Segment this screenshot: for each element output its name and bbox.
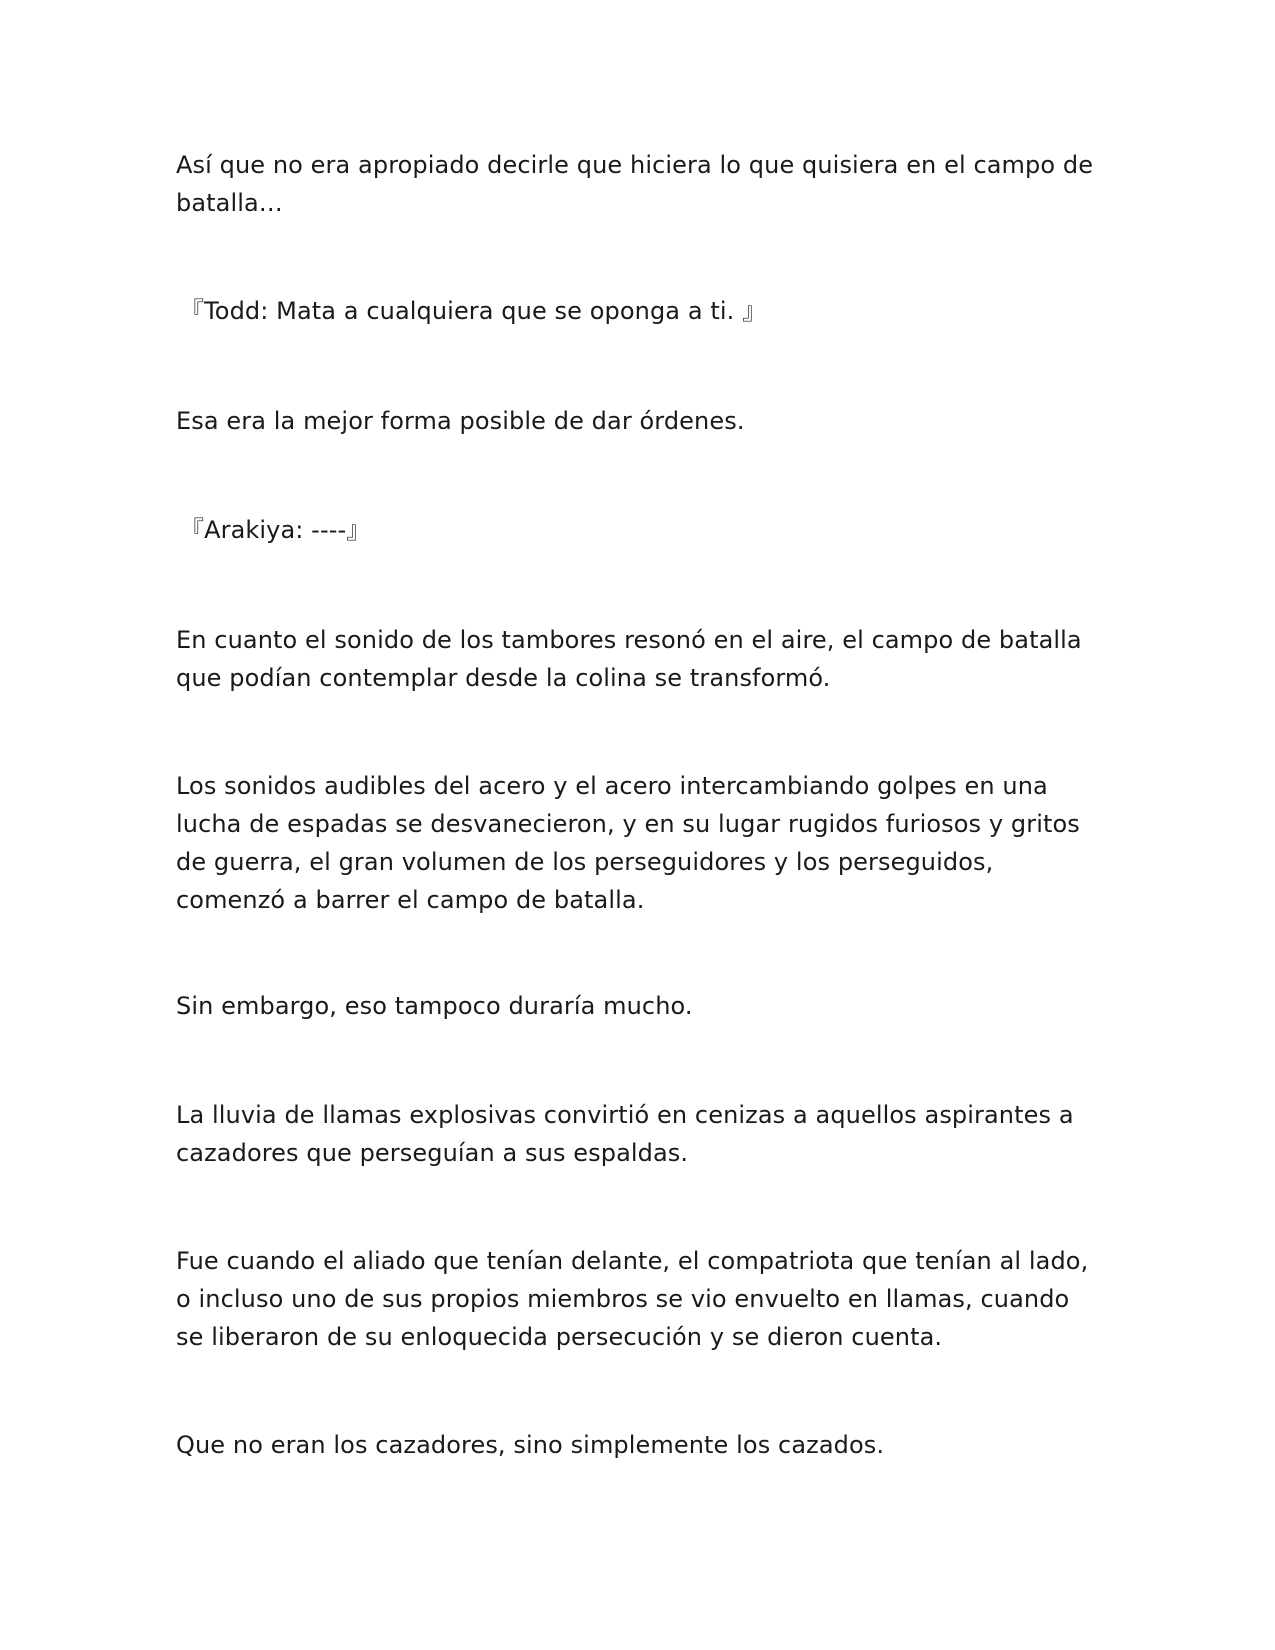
paragraph-1: Así que no era apropiado decirle que hiciera lo que quisiera en el campo de batalla… bbox=[176, 151, 1094, 217]
paragraph-6: La lluvia de llamas explosivas convirtió en cenizas a aquellos aspirantes a cazadores que perseguían a sus espaldas. bbox=[176, 1101, 1074, 1167]
dialogue-todd: 『Todd: Mata a cualquiera que se oponga a ti. 』 bbox=[180, 297, 767, 325]
paragraph-7: Fue cuando el aliado que tenían delante, el compatriota que tenían al lado, o incluso uno de sus propios miembros se vio envuelto en llamas, cuando se liberaron de su enloquecida persecución y se dieron cuenta. bbox=[176, 1247, 1089, 1351]
paragraph-2: Esa era la mejor forma posible de dar órdenes. bbox=[176, 407, 745, 435]
paragraph-4: Los sonidos audibles del acero y el acero intercambiando golpes en una lucha de espadas se desvanecieron, y en su lugar rugidos furiosos y gritos de guerra, el gran volumen de los perseguidores y los perseguidos, comenzó a barrer el campo de batalla. bbox=[176, 772, 1080, 914]
paragraph-8: Que no eran los cazadores, sino simplemente los cazados. bbox=[176, 1431, 885, 1459]
paragraph-5: Sin embargo, eso tampoco duraría mucho. bbox=[176, 992, 693, 1020]
dialogue-arakiya: 『Arakiya: ----』 bbox=[180, 516, 371, 544]
paragraph-3: En cuanto el sonido de los tambores resonó en el aire, el campo de batalla que podían contemplar desde la colina se transformó. bbox=[176, 626, 1082, 692]
